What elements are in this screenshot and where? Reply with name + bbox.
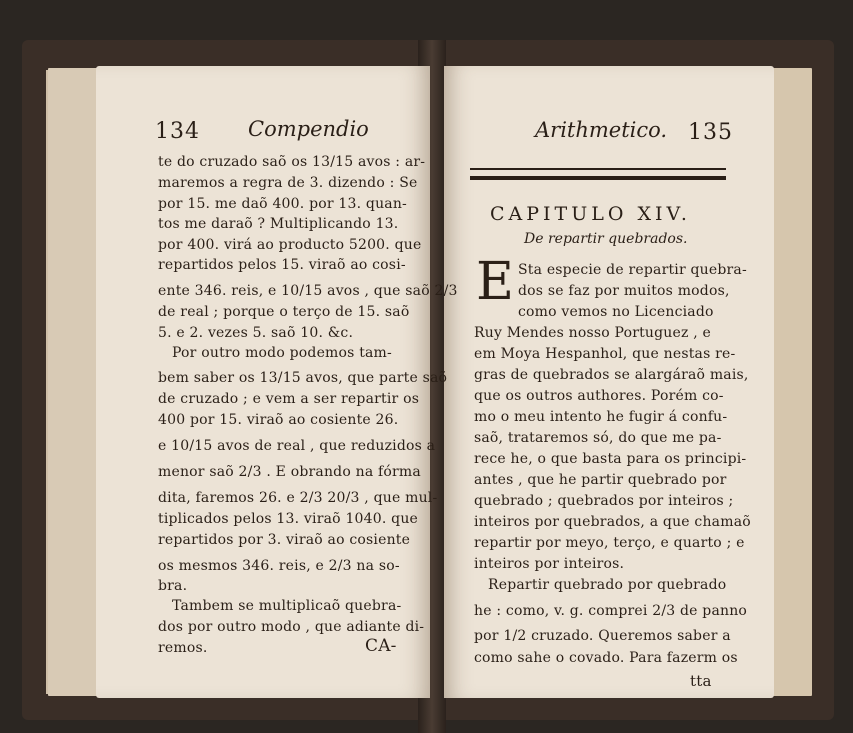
text-line: de cruzado ; e vem a ser repartir os — [158, 391, 420, 407]
text-line: gras de quebrados se alargáraõ mais, — [474, 367, 749, 383]
text-line: como sahe o covado. Para fazerm os — [474, 650, 738, 666]
text-line: como vemos no Licenciado — [518, 304, 714, 320]
left-catchword: CA- — [365, 636, 397, 656]
double-rule-bottom — [470, 176, 726, 180]
text-line: dos por outro modo , que adiante di- — [158, 619, 425, 635]
right-catchword: tta — [690, 672, 712, 690]
left-running-head: Compendio — [248, 117, 369, 141]
text-line: quebrado ; quebrados por inteiros ; — [474, 493, 734, 509]
text-line: te do cruzado saõ os 13/15 avos : ar- — [158, 154, 426, 170]
text-line: bra. — [158, 578, 188, 594]
double-rule-top — [470, 168, 726, 170]
text-line: os mesmos 346. reis, e 2/3 na so- — [158, 558, 400, 574]
text-line: dos se faz por muitos modos, — [518, 283, 730, 299]
text-line: inteiros por quebrados, a que chamaõ — [474, 514, 751, 530]
text-line: repartidos por 3. viraõ ao cosiente — [158, 532, 411, 548]
text-line: tos me daraõ ? Multiplicando 13. — [158, 216, 399, 232]
text-line: ente 346. reis, e 10/15 avos , que saõ 2/3 — [158, 283, 458, 299]
text-line: repartir por meyo, terço, e quarto ; e — [474, 535, 745, 551]
text-line: repartidos pelos 15. viraõ ao cosi- — [158, 257, 406, 273]
text-line: inteiros por inteiros. — [474, 556, 625, 572]
text-line: tiplicados pelos 13. viraõ 1040. que — [158, 511, 419, 527]
chapter-title: CAPITULO XIV. — [490, 203, 691, 225]
text-line: bem saber os 13/15 avos, que parte saõ — [158, 370, 448, 386]
text-line: maremos a regra de 3. dizendo : Se — [158, 175, 418, 191]
right-running-head: Arithmetico. — [535, 118, 668, 142]
text-line: de real ; porque o terço de 15. saõ — [158, 304, 410, 320]
drop-cap: E — [476, 252, 514, 312]
right-page-number: 135 — [688, 120, 733, 145]
text-line: mo o meu intento he fugir á confu- — [474, 409, 728, 425]
text-line: por 15. me daõ 400. por 13. quan- — [158, 196, 407, 212]
right-page-edges — [772, 70, 812, 694]
left-page-number: 134 — [155, 119, 200, 144]
text-line: que os outros authores. Porém co- — [474, 388, 724, 404]
left-page-edges — [46, 70, 98, 694]
text-line: Tambem se multiplicaõ quebra- — [172, 598, 402, 614]
text-line: antes , que he partir quebrado por — [474, 472, 727, 488]
text-line: saõ, trataremos só, do que me pa- — [474, 430, 722, 446]
text-line: por 400. virá ao producto 5200. que — [158, 237, 422, 253]
text-line: por 1/2 cruzado. Queremos saber a — [474, 628, 731, 644]
text-line: 400 por 15. viraõ ao cosiente 26. — [158, 412, 399, 428]
text-line: remos. — [158, 640, 208, 656]
text-line: em Moya Hespanhol, que nestas re- — [474, 346, 736, 362]
text-line: Por outro modo podemos tam- — [172, 345, 392, 361]
text-line: 5. e 2. vezes 5. saõ 10. &c. — [158, 325, 354, 341]
text-line: he : como, v. g. comprei 2/3 de panno — [474, 603, 748, 619]
text-line: dita, faremos 26. e 2/3 20/3 , que mul- — [158, 490, 438, 506]
text-line: e 10/15 avos de real , que reduzidos a — [158, 438, 436, 454]
text-line: Repartir quebrado por quebrado — [488, 577, 727, 593]
chapter-subtitle: De repartir quebrados. — [524, 231, 688, 247]
text-line: Sta especie de repartir quebra- — [518, 262, 747, 278]
text-line: rece he, o que basta para os principi- — [474, 451, 747, 467]
text-line: Ruy Mendes nosso Portuguez , e — [474, 325, 712, 341]
text-line: menor saõ 2/3 . E obrando na fórma — [158, 464, 421, 480]
